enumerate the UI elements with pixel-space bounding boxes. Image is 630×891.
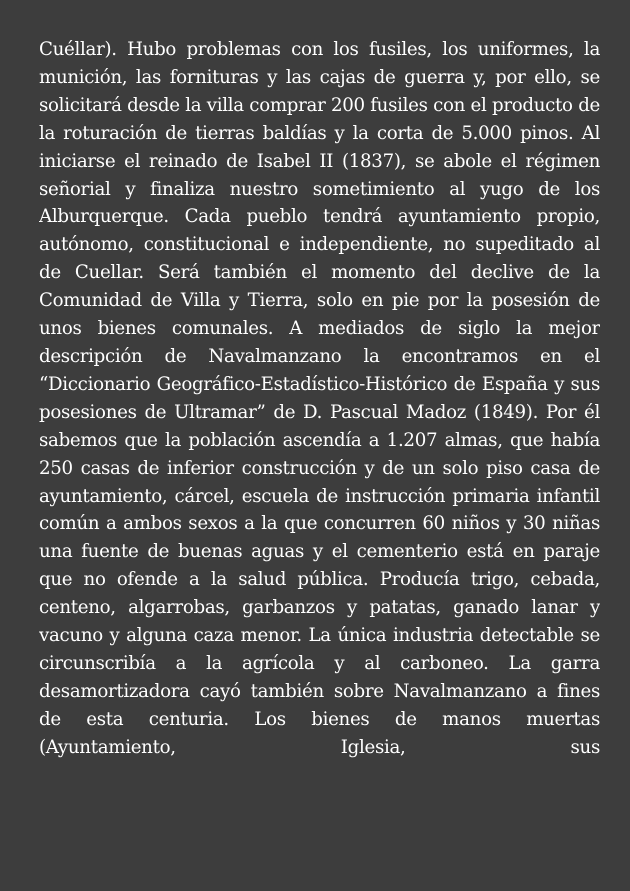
document-page xyxy=(39,36,600,856)
body-paragraph: Cuéllar). Hubo problemas con los fusiles, los uniformes, la munición, las fornituras y las cajas de guerra y, por ello, se solicitará desde la villa comprar 200 fusiles con el producto de la roturación de tierras baldías y la corta de 5.000 pinos. Al iniciarse el reinado de Isabel II (1837), se abole el régimen señorial y finaliza nuestro sometimiento al yugo de los Alburquerque. Cada pueblo tendrá ayuntamiento propio, autónomo, constitucional e independiente, no supeditado al de Cuellar. Será también el momento del declive de la Comunidad de Villa y Tierra, solo en pie por la posesión de unos bienes comunales. A mediados de siglo la mejor descripción de Navalmanzano la encontramos en el “Diccionario Geográfico-Estadístico-Histórico de España y sus posesiones de Ultramar” de D. Pascual Madoz (1849). Por él sabemos que la población ascendía a 1.207 almas, que había 250 casas de inferior construcción y de un solo piso casa de ayuntamiento, cárcel, escuela de instrucción primaria infantil común a ambos sexos a la que concurren 60 niños y 30 niñas una fuente de buenas aguas y el cementerio está en paraje que no ofende a la salud pública. Producía trigo, cebada, centeno, algarrobas, garbanzos y patatas, ganado lanar y vacuno y alguna caza menor. La única industria detectable se circunscribía a la agrícola y al carboneo. La garra desamortizadora cayó también sobre Navalmanzano a fines de esta centuria. Los bienes de manos muertas (Ayuntamiento, Iglesia, sus xyxy=(39,39,600,758)
